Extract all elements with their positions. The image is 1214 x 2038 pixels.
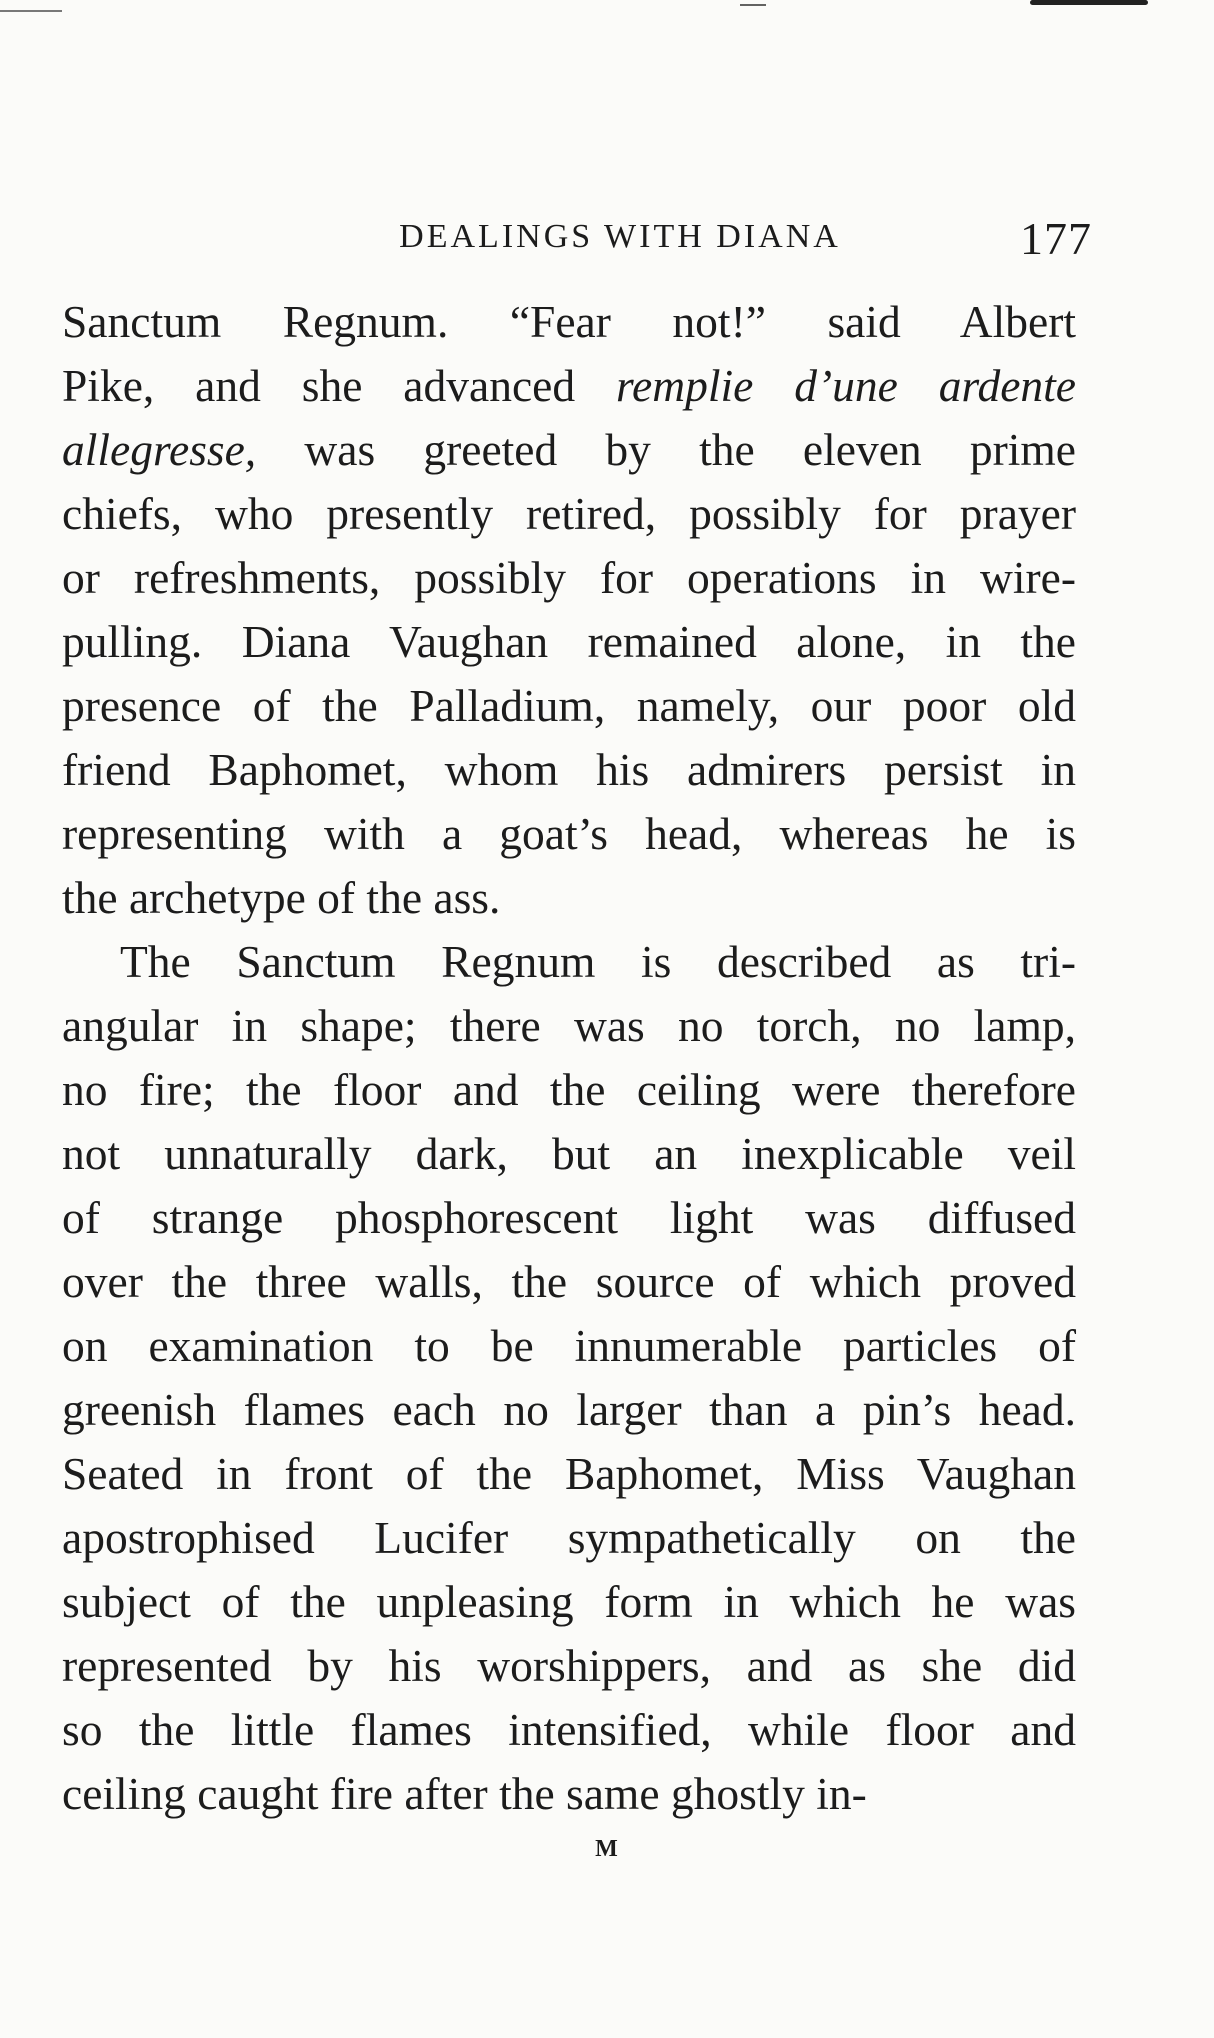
- text-segment: represented by his worshippers, and as she did: [62, 1640, 1076, 1691]
- text-line: [62, 354, 1076, 418]
- text-segment: on examination to be innumerable particles of: [62, 1320, 1076, 1371]
- body-text: [62, 290, 1076, 1826]
- scan-edge-mark-center: [740, 4, 766, 6]
- text-segment: friend Baphomet, whom his admirers persist in: [62, 744, 1076, 795]
- text-line: [62, 1570, 1076, 1634]
- text-segment: was greeted by the eleven prime: [256, 424, 1076, 475]
- paragraph: [62, 930, 1076, 1826]
- text-line: [62, 610, 1076, 674]
- text-line: [62, 546, 1076, 610]
- text-line: [62, 1250, 1076, 1314]
- text-segment: greenish flames each no larger than a pin’s head.: [62, 1384, 1076, 1435]
- text-line: [62, 1506, 1076, 1570]
- text-segment: angular in shape; there was no torch, no lamp,: [62, 1000, 1076, 1051]
- text-segment: Pike, and she advanced: [62, 360, 616, 411]
- text-line: [62, 290, 1076, 354]
- text-line: [62, 1314, 1076, 1378]
- text-line: [62, 866, 1076, 930]
- paragraph: [62, 290, 1076, 930]
- text-segment: Sanctum Regnum. “Fear not!” said Albert: [62, 296, 1076, 347]
- text-segment: of strange phosphorescent light was diffused: [62, 1192, 1076, 1243]
- text-segment: so the little flames intensified, while floor and: [62, 1704, 1076, 1755]
- italic-phrase: remplie d’une ardente: [616, 360, 1076, 411]
- text-segment: pulling. Diana Vaughan remained alone, in the: [62, 616, 1076, 667]
- text-segment: Seated in front of the Baphomet, Miss Vaughan: [62, 1448, 1076, 1499]
- text-line: [62, 674, 1076, 738]
- text-segment: representing with a goat’s head, whereas he is: [62, 808, 1076, 859]
- text-line: [62, 418, 1076, 482]
- page-number: 177: [1020, 213, 1092, 264]
- text-segment: ceiling caught fire after the same ghostly in-: [62, 1768, 867, 1819]
- text-line: [62, 802, 1076, 866]
- text-line: [62, 1442, 1076, 1506]
- text-segment: the archetype of the ass.: [62, 872, 501, 923]
- text-line: [62, 930, 1076, 994]
- text-segment: subject of the unpleasing form in which he was: [62, 1576, 1076, 1627]
- text-line: [62, 1762, 1076, 1826]
- text-line: [62, 1186, 1076, 1250]
- text-line: [62, 482, 1076, 546]
- text-line: [62, 1122, 1076, 1186]
- italic-phrase: allegresse,: [62, 424, 257, 475]
- text-line: [62, 1058, 1076, 1122]
- scan-edge-mark-left: [0, 10, 62, 12]
- text-line: [62, 1378, 1076, 1442]
- text-line: [62, 738, 1076, 802]
- text-segment: no fire; the floor and the ceiling were therefore: [62, 1064, 1076, 1115]
- text-segment: chiefs, who presently retired, possibly for prayer: [62, 488, 1076, 539]
- text-segment: over the three walls, the source of which proved: [62, 1256, 1076, 1307]
- text-segment: The Sanctum Regnum is described as tri-: [120, 936, 1076, 987]
- scan-edge-mark-right: [1030, 0, 1148, 5]
- text-line: [62, 1634, 1076, 1698]
- text-segment: apostrophised Lucifer sympathetically on the: [62, 1512, 1076, 1563]
- text-segment: not unnaturally dark, but an inexplicable veil: [62, 1128, 1076, 1179]
- text-line: [62, 1698, 1076, 1762]
- signature-mark: M: [595, 1836, 619, 1862]
- running-head: [60, 212, 1090, 262]
- text-line: [62, 994, 1076, 1058]
- text-segment: or refreshments, possibly for operations in wire-: [62, 552, 1076, 603]
- text-segment: presence of the Palladium, namely, our poor old: [62, 680, 1076, 731]
- running-title: DEALINGS WITH DIANA: [399, 218, 841, 255]
